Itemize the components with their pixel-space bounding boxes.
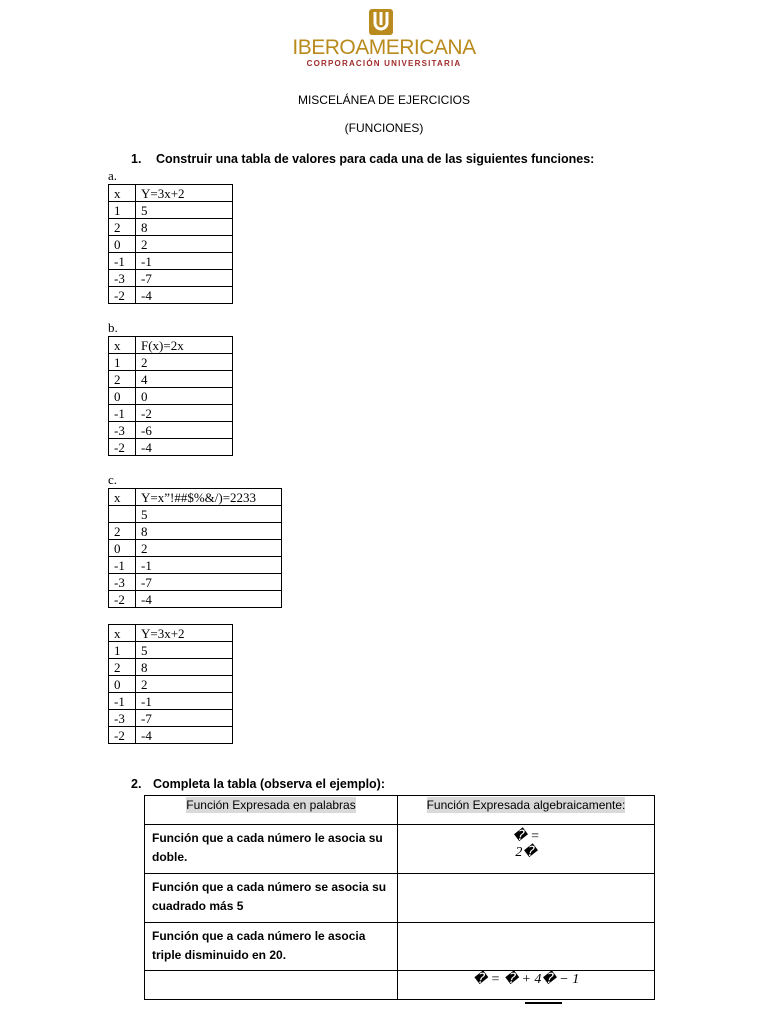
table-cell: 1	[109, 354, 136, 371]
table-cell: 2	[136, 676, 233, 693]
table-row	[145, 825, 655, 874]
page-title: MISCELÁNEA DE EJERCICIOS	[297, 93, 471, 107]
table-cell: -1	[109, 557, 136, 574]
table-row	[145, 923, 655, 971]
table-cell: 0	[109, 676, 136, 693]
table-header-row	[109, 337, 233, 354]
table-cell: 5	[136, 642, 233, 659]
table-row	[109, 439, 233, 456]
answer-cell[interactable]	[398, 923, 655, 971]
table-row	[109, 506, 282, 523]
table-row	[109, 219, 233, 236]
table-row	[109, 727, 233, 744]
table-cell: -4	[136, 287, 233, 304]
table-row	[109, 710, 233, 727]
expression-line: � = � + 4� − 1	[472, 972, 580, 987]
column-header-words	[145, 796, 398, 825]
table-cell: -2	[136, 405, 233, 422]
section2-number: 2.	[131, 777, 142, 791]
table-cell: 2	[109, 219, 136, 236]
table-cell: x	[109, 489, 136, 506]
words-text	[145, 971, 397, 975]
table-cell: Y=x”!##$%&/)=2233	[136, 489, 282, 506]
column-header-words-label: Función Expresada en palabras	[186, 798, 356, 812]
table-cell: -2	[109, 287, 136, 304]
answer-cell[interactable]	[145, 971, 398, 1000]
table-cell: -1	[136, 253, 233, 270]
table-cell: 1	[109, 202, 136, 219]
table-cell: Y=3x+2	[136, 185, 233, 202]
table-row	[109, 557, 282, 574]
section1-heading: Construir una tabla de valores para cada una de las siguientes funciones:	[156, 152, 595, 166]
column-header-algebraic-label: Función Expresada algebraicamente:	[426, 798, 626, 812]
table-row	[109, 676, 233, 693]
table-cell: 8	[136, 219, 233, 236]
table-cell: F(x)=2x	[136, 337, 233, 354]
table-cell: 5	[136, 202, 233, 219]
table-cell: -7	[136, 710, 233, 727]
table-row	[109, 591, 282, 608]
table-row	[109, 270, 233, 287]
words-text: Función que a cada número le asocia triple disminuido en 20.	[152, 929, 366, 962]
answer-cell[interactable]	[398, 874, 655, 923]
table-cell: x	[109, 185, 136, 202]
table-row	[109, 422, 233, 439]
table-cell: 2	[136, 540, 282, 557]
table-cell: 2	[109, 371, 136, 388]
table-cell: 0	[136, 388, 233, 405]
table-row	[145, 874, 655, 923]
table-row	[109, 202, 233, 219]
expression-line: � =	[512, 829, 540, 844]
table-row	[109, 236, 233, 253]
table-cell: -2	[109, 591, 136, 608]
table-cell: -3	[109, 710, 136, 727]
table-header-row	[109, 489, 282, 506]
table-cell[interactable]	[398, 825, 655, 874]
table-cell	[145, 923, 398, 971]
value-table-b	[108, 336, 233, 456]
table-cell: 2	[109, 523, 136, 540]
table-row	[109, 253, 233, 270]
table-c-label: c.	[108, 472, 118, 487]
words-text: Función que a cada número se asocia su cuadrado más 5	[152, 880, 387, 913]
table-row	[109, 371, 233, 388]
table-cell: 4	[136, 371, 233, 388]
table-cell: 0	[109, 540, 136, 557]
table-cell: 5	[136, 506, 282, 523]
table-cell: -1	[109, 253, 136, 270]
value-table-c	[108, 488, 282, 608]
table-b-label: b.	[108, 320, 118, 335]
table-row	[109, 287, 233, 304]
table-row	[109, 642, 233, 659]
table-cell: -1	[136, 557, 282, 574]
table-header-row	[109, 185, 233, 202]
table-cell: 8	[136, 523, 282, 540]
table-cell: -2	[109, 727, 136, 744]
table-cell: Y=3x+2	[136, 625, 233, 642]
table-cell: -6	[136, 422, 233, 439]
table-cell: -4	[136, 591, 282, 608]
table-cell	[145, 825, 398, 874]
table-row	[109, 540, 282, 557]
table-cell: 8	[136, 659, 233, 676]
table-row	[109, 354, 233, 371]
table-cell: -3	[109, 422, 136, 439]
logo-wordmark: IBEROAMERICANA	[292, 36, 476, 59]
fraction-bar	[525, 1002, 562, 1004]
table-row	[109, 693, 233, 710]
table-cell: -4	[136, 439, 233, 456]
table-row	[109, 523, 282, 540]
table-cell	[398, 971, 655, 1000]
table-cell: 0	[109, 388, 136, 405]
table-cell: 0	[109, 236, 136, 253]
table-cell: -3	[109, 270, 136, 287]
column-header-algebraic	[398, 796, 655, 825]
table-row	[109, 405, 233, 422]
table-row	[109, 574, 282, 591]
table-cell: 1	[109, 642, 136, 659]
section1-number: 1.	[131, 152, 142, 166]
table-cell: 2	[109, 659, 136, 676]
logo-subtitle: CORPORACIÓN UNIVERSITARIA	[306, 59, 462, 68]
value-table-a	[108, 184, 233, 304]
table-cell: -1	[109, 405, 136, 422]
university-logo-icon	[367, 8, 395, 36]
table-cell: 2	[136, 354, 233, 371]
table-cell	[145, 874, 398, 923]
table-a-label: a.	[108, 168, 118, 183]
table-cell	[109, 506, 136, 523]
table-header-row	[109, 625, 233, 642]
table-row	[145, 971, 655, 1000]
table-cell: 2	[136, 236, 233, 253]
table-row	[109, 388, 233, 405]
expression-line: 2�	[515, 845, 537, 860]
value-table-d	[108, 624, 233, 744]
table-cell: -1	[109, 693, 136, 710]
table-header-row	[145, 796, 655, 825]
table-cell: -3	[109, 574, 136, 591]
table-cell: -1	[136, 693, 233, 710]
table-cell: -2	[109, 439, 136, 456]
table-cell: x	[109, 337, 136, 354]
section2-heading: Completa la tabla (observa el ejemplo):	[153, 777, 386, 791]
function-table	[144, 795, 655, 1000]
table-cell: x	[109, 625, 136, 642]
table-cell: -7	[136, 574, 282, 591]
table-row	[109, 659, 233, 676]
table-cell: -4	[136, 727, 233, 744]
table-cell: -7	[136, 270, 233, 287]
page-subtitle: (FUNCIONES)	[344, 121, 424, 135]
words-text: Función que a cada número le asocia su doble.	[152, 831, 383, 864]
